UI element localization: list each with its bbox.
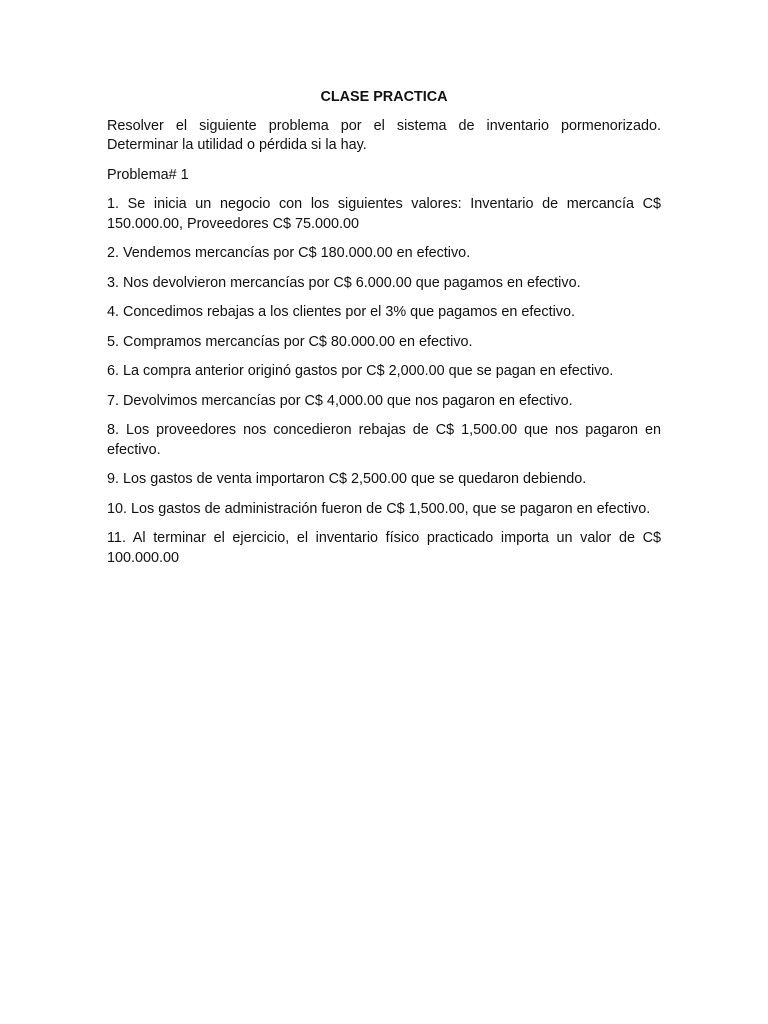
list-item: 6. La compra anterior originó gastos por C$ 2,000.00 que se pagan en efectivo. (107, 363, 614, 379)
list-item: 2. Vendemos mercancías por C$ 180.000.00 en efectivo. (107, 245, 471, 261)
list-item: 7. Devolvimos mercancías por C$ 4,000.00 que nos pagaron en efectivo. (107, 392, 573, 409)
list-item: 5. Compramos mercancías por C$ 80.000.00 en efectivo. (107, 333, 473, 350)
list-item: 4. Concedimos rebajas a los clientes por el 3% que pagamos en efectivo. (107, 304, 575, 320)
document-page (107, 88, 661, 578)
problem-label: Problema# 1 (107, 166, 189, 183)
list-item: 10. Los gastos de administración fueron de C$ 1,500.00, que se pagaron en efectivo. (107, 500, 651, 517)
document-title: CLASE PRACTICA (320, 89, 448, 105)
list-item: 9. Los gastos de venta importaron C$ 2,500.00 que se quedaron debiendo. (107, 471, 587, 487)
intro-paragraph: Resolver el siguiente problema por el sistema de inventario pormenorizado. Determinar la utilidad o pérdida si la hay. (107, 117, 661, 153)
list-item: 3. Nos devolvieron mercancías por C$ 6.000.00 que pagamos en efectivo. (107, 274, 581, 291)
list-item: 11. Al terminar el ejercicio, el inventario físico practicado importa un valor de C$ 100.000.00 (107, 530, 661, 566)
list-item: 1. Se inicia un negocio con los siguientes valores: Inventario de mercancía C$ 150.000.00, Proveedores C$ 75.000.00 (107, 196, 661, 232)
list-item: 8. Los proveedores nos concedieron rebajas de C$ 1,500.00 que nos pagaron en efectivo. (107, 422, 661, 458)
